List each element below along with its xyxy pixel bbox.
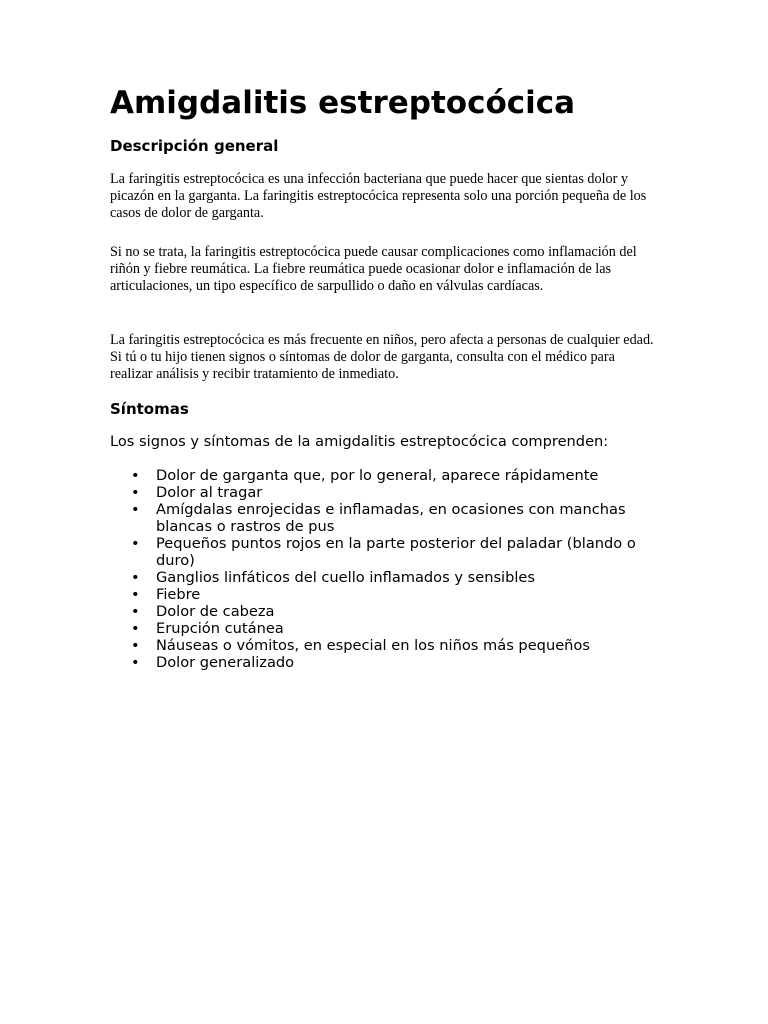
list-item-text: Dolor de garganta que, por lo general, aparece rápidamente	[156, 467, 599, 484]
list-item-text: Fiebre	[156, 586, 201, 603]
bullet-icon: •	[131, 603, 140, 620]
bullet-icon: •	[131, 620, 140, 637]
bullet-icon: •	[131, 569, 140, 586]
list-item-text: Ganglios linfáticos del cuello inflamados y sensibles	[156, 569, 536, 586]
list-item	[110, 620, 670, 637]
list-item	[110, 586, 670, 603]
bullet-icon: •	[131, 637, 140, 654]
list-item-text: Dolor de cabeza	[156, 603, 275, 620]
bullet-icon: •	[131, 535, 140, 552]
list-item-text: Amígdalas enrojecidas e inflamadas, en ocasiones con manchas blancas o rastros de pus	[156, 501, 626, 535]
page-title: Amigdalitis estreptocócica	[110, 85, 576, 121]
paragraph-frequency: La faringitis estreptocócica es más frecuente en niños, pero afecta a personas de cualquier edad. Si tú o tu hijo tienen signos o síntomas de dolor de garganta, consulta con el médico para realizar análisis y recibir tratamiento de inmediato.	[110, 332, 654, 383]
list-item	[110, 654, 670, 671]
list-item-text: Erupción cutánea	[156, 620, 284, 637]
section-heading-overview: Descripción general	[110, 137, 279, 155]
symptom-list	[110, 467, 670, 671]
section-heading-symptoms: Síntomas	[110, 400, 189, 418]
list-item-text: Dolor generalizado	[156, 654, 295, 671]
list-item	[110, 501, 670, 535]
list-item	[110, 467, 670, 484]
list-item-text: Pequeños puntos rojos en la parte posterior del paladar (blando o duro)	[156, 535, 636, 569]
list-item-text: Náuseas o vómitos, en especial en los niños más pequeños	[156, 637, 590, 654]
list-item	[110, 484, 670, 501]
symptoms-intro: Los signos y síntomas de la amigdalitis estreptocócica comprenden:	[110, 433, 609, 450]
list-item	[110, 637, 670, 654]
list-item	[110, 603, 670, 620]
bullet-icon: •	[131, 654, 140, 671]
bullet-icon: •	[131, 586, 140, 603]
paragraph-intro: La faringitis estreptocócica es una infección bacteriana que puede hacer que sientas dolor y picazón en la garganta. La faringitis estreptocócica representa solo una porción pequeña de los casos de dolor de garganta.	[110, 171, 647, 222]
bullet-icon: •	[131, 484, 140, 501]
bullet-icon: •	[131, 501, 140, 518]
list-item-text: Dolor al tragar	[156, 484, 263, 501]
bullet-icon: •	[131, 467, 140, 484]
list-item	[110, 535, 670, 569]
paragraph-complications: Si no se trata, la faringitis estreptocócica puede causar complicaciones como inflamación del riñón y fiebre reumática. La fiebre reumática puede ocasionar dolor e inflamación de las articulaciones, un tipo específico de sarpullido o daño en válvulas cardíacas.	[110, 244, 637, 295]
list-item	[110, 569, 670, 586]
